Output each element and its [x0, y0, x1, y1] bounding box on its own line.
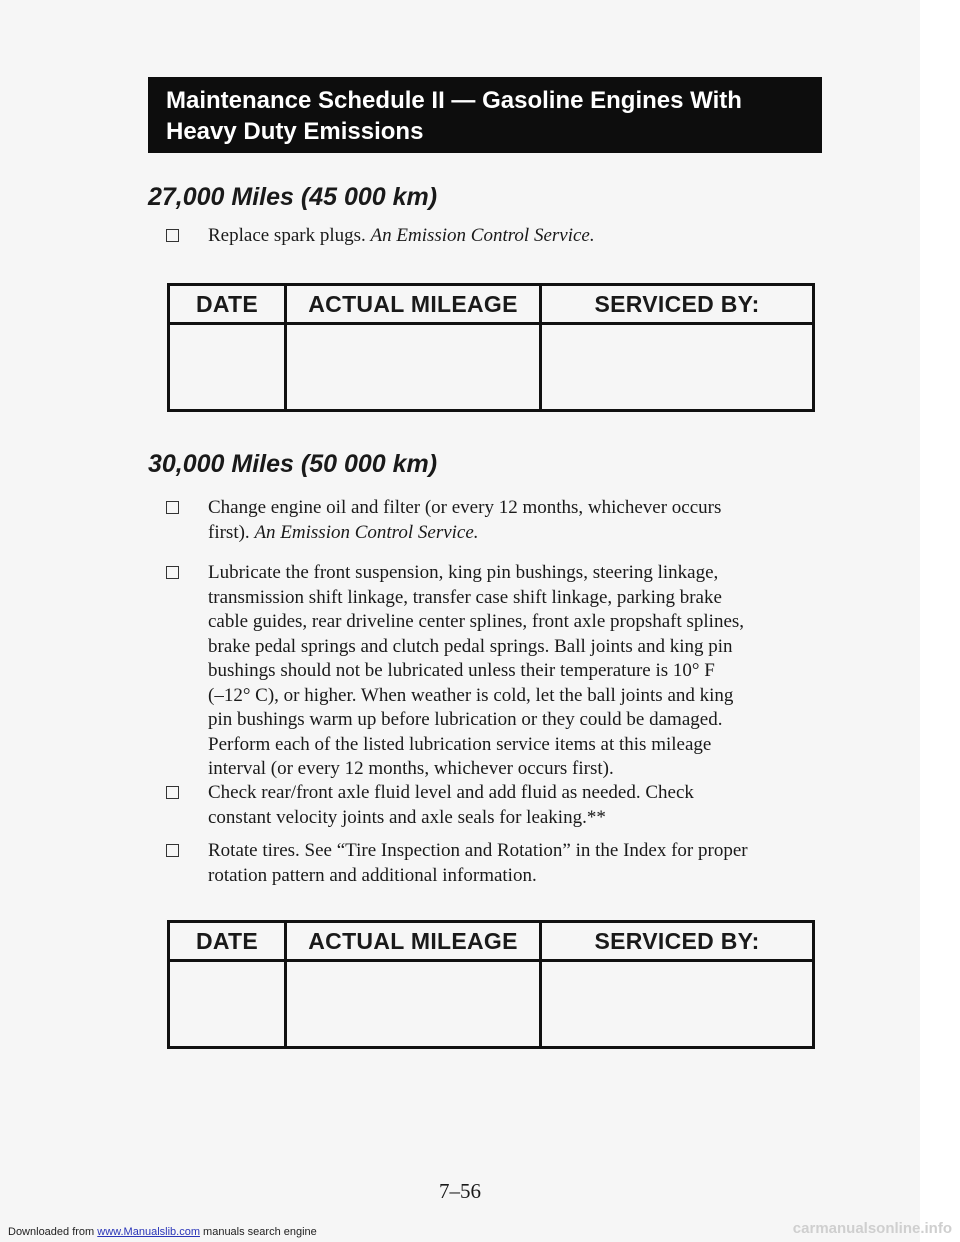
mileage-heading-30000: 30,000 Miles (50 000 km) — [148, 450, 438, 478]
serviced-by-cell[interactable] — [541, 324, 814, 411]
manualslib-link[interactable]: www.Manualslib.com — [97, 1226, 200, 1238]
checklist-item: Replace spark plugs. An Emission Control Service. — [166, 224, 816, 249]
checkbox[interactable] — [166, 566, 179, 579]
mileage-heading-27000: 27,000 Miles (45 000 km) — [148, 183, 438, 211]
serviced-by-header: SERVICED BY: — [541, 285, 814, 324]
date-cell[interactable] — [169, 961, 286, 1048]
checkbox[interactable] — [166, 501, 179, 514]
download-footer: Downloaded from www.Manualslib.com manuals search engine — [8, 1226, 317, 1238]
table-row — [169, 324, 814, 411]
checklist-item: Lubricate the front suspension, king pin bushings, steering linkage, transmission shift linkage, transfer case shift linkage, parking brake cable guides, rear driveline center splines, front axle propshaft splines, brake pedal springs and clutch pedal springs. Ball joints and king pin bushings should not be lubricated unless their temperature is 10° F (–12° C), or higher. When weather is cold, let the ball joints and king pin bushings warm up before lubrication or they could be damaged. Perform each of the listed lubrication service items at this mileage interval (or every 12 months, whichever occurs first). — [166, 561, 816, 782]
checklist-item: Change engine oil and filter (or every 12 months, whichever occurs first). An Emission Control Service. — [166, 496, 816, 545]
date-cell[interactable] — [169, 324, 286, 411]
service-record-table-2 — [167, 920, 815, 1049]
date-header: DATE — [169, 285, 286, 324]
table-row — [169, 961, 814, 1048]
checkbox[interactable] — [166, 786, 179, 799]
checkbox[interactable] — [166, 844, 179, 857]
page-number: 7–56 — [439, 1179, 481, 1203]
table-header-row — [169, 922, 814, 961]
actual-mileage-header: ACTUAL MILEAGE — [286, 922, 541, 961]
checklist-item: Rotate tires. See “Tire Inspection and Rotation” in the Index for proper rotation pattern and additional information. — [166, 839, 816, 888]
actual-mileage-header: ACTUAL MILEAGE — [286, 285, 541, 324]
checklist-item: Check rear/front axle fluid level and add fluid as needed. Check constant velocity joints and axle seals for leaking.** — [166, 781, 816, 830]
date-header: DATE — [169, 922, 286, 961]
mileage-cell[interactable] — [286, 961, 541, 1048]
watermark: carmanualsonline.info — [792, 1220, 952, 1237]
section-banner — [148, 77, 822, 153]
banner-title-line2: Heavy Duty Emissions — [166, 118, 424, 145]
banner-title-line1: Maintenance Schedule II — Gasoline Engines With — [166, 87, 742, 114]
checkbox[interactable] — [166, 229, 179, 242]
service-record-table-1 — [167, 283, 815, 412]
serviced-by-header: SERVICED BY: — [541, 922, 814, 961]
mileage-cell[interactable] — [286, 324, 541, 411]
serviced-by-cell[interactable] — [541, 961, 814, 1048]
table-header-row — [169, 285, 814, 324]
